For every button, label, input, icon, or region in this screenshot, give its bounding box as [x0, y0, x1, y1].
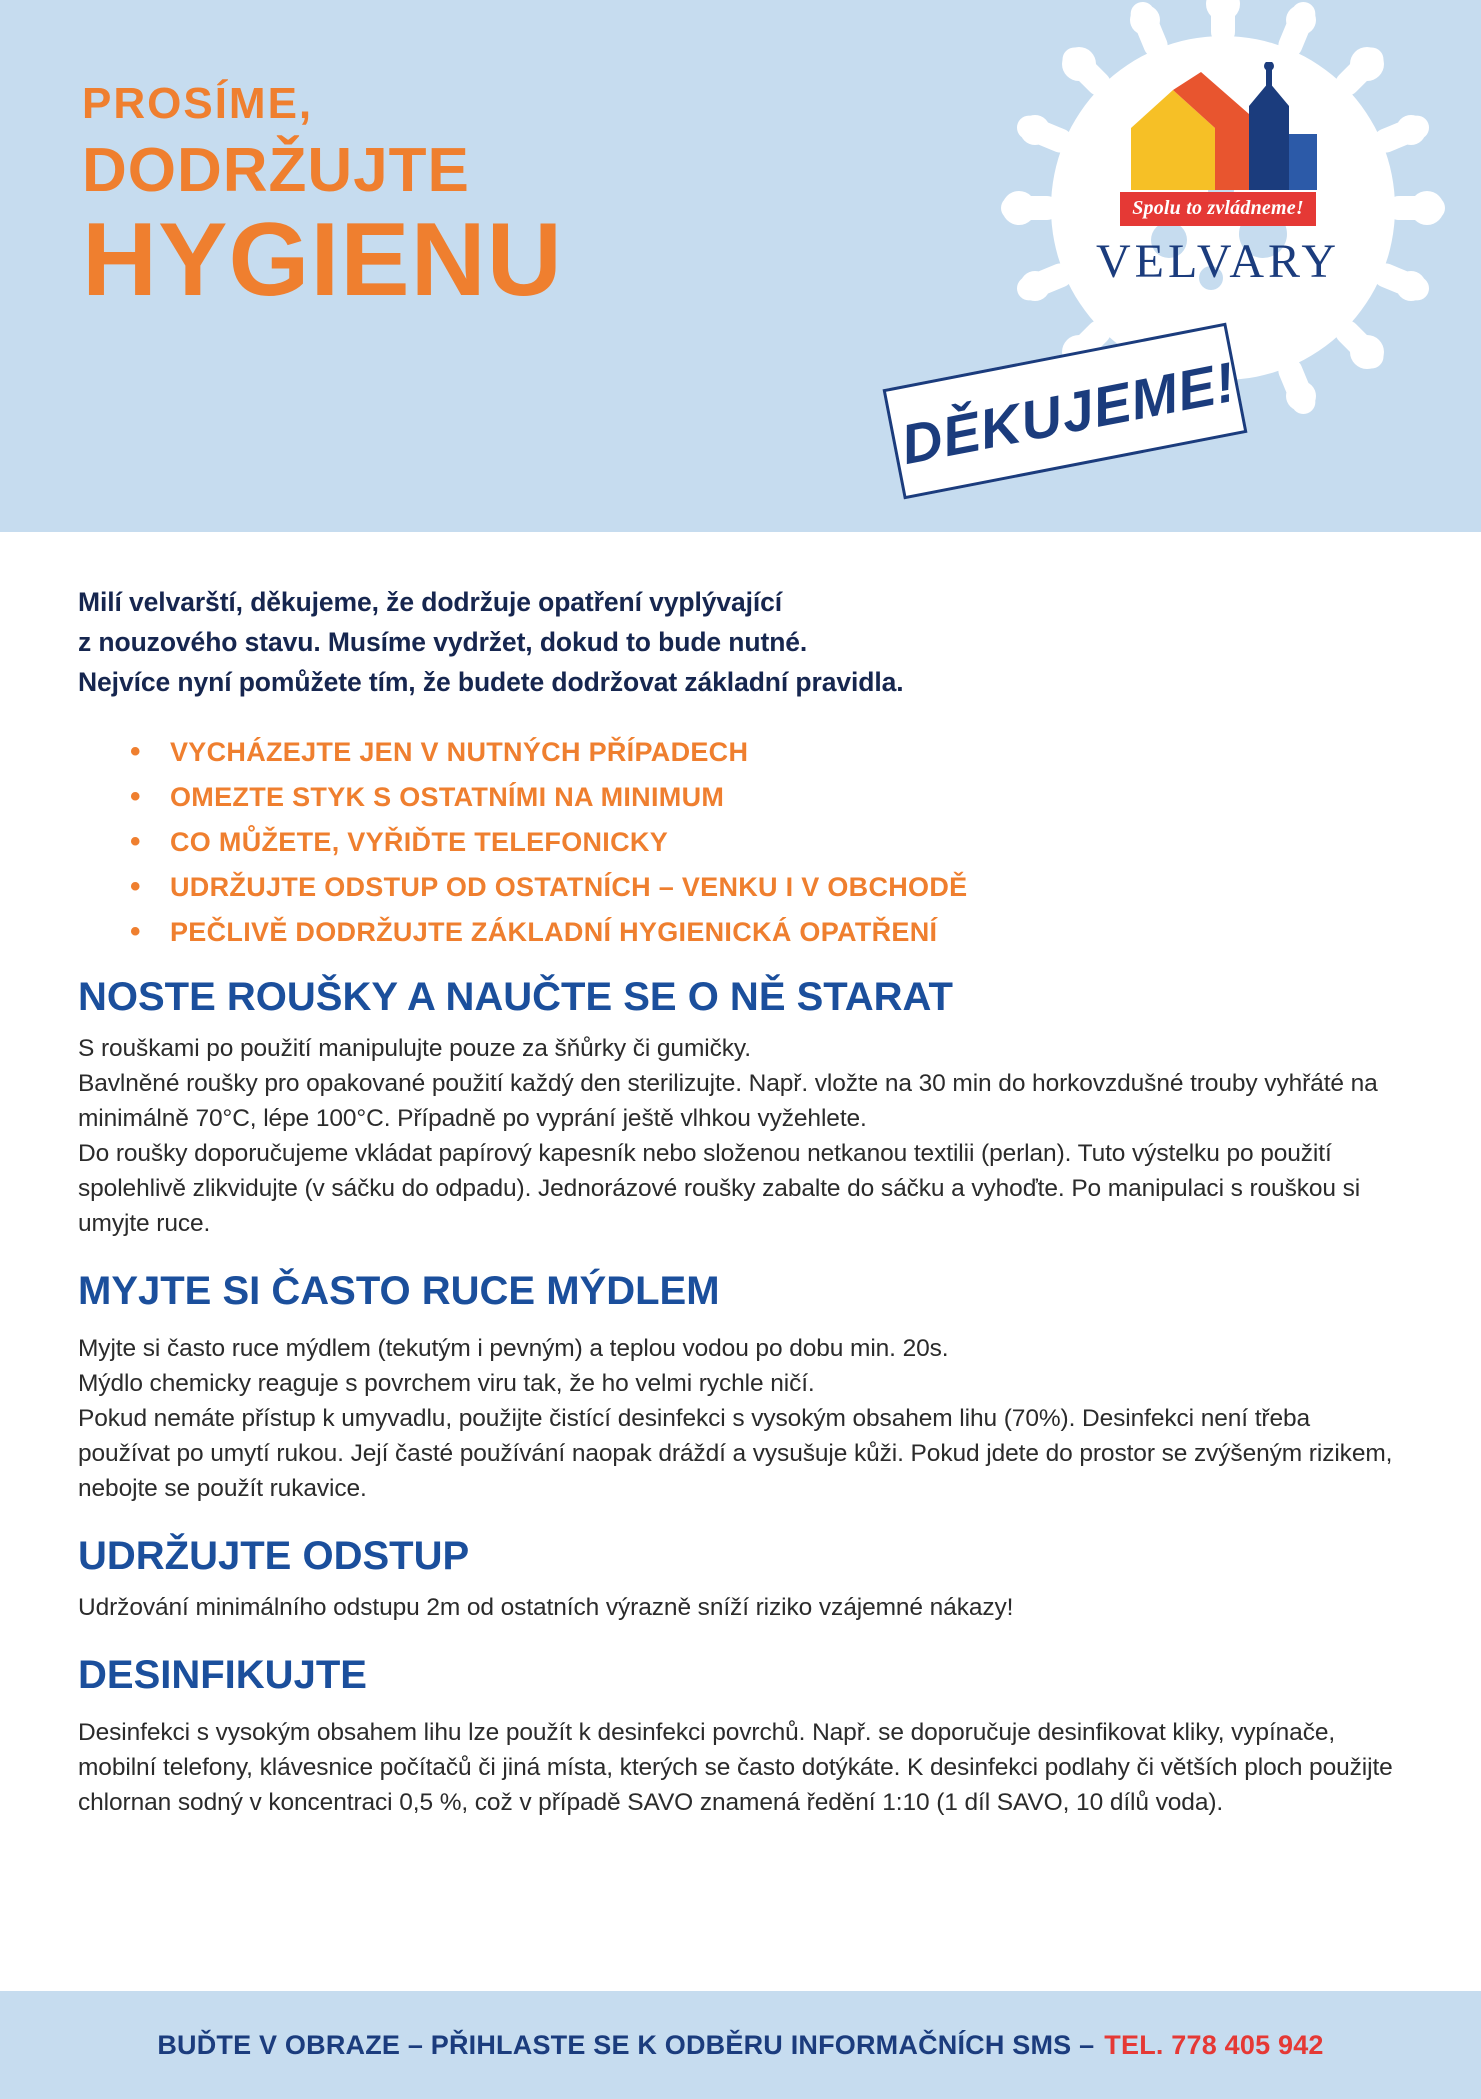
logo-slogan-badge: Spolu to zvládneme! [1120, 192, 1316, 226]
footer-sms-text: BUĎTE V OBRAZE – PŘIHLASTE SE K ODBĚRU INFORMAČNÍCH SMS – [157, 2029, 1095, 2060]
logo-city-name: VELVARY [1095, 235, 1341, 288]
section-masks-paragraph-2: Bavlněné roušky pro opakované použití každý den sterilizujte. Např. vložte na 30 min do horkovzdušné trouby vyhřáté na minimálně 70°C, lépe 100°C. Případně po vyprání ještě vlhkou vyžehlete. [78, 1070, 1378, 1132]
headline-dodrzujte: DODRŽUJTE [82, 136, 470, 205]
poster-content [0, 532, 1481, 1820]
section-handwash-paragraph-2: Mýdlo chemicky reaguje s povrchem viru tak, že ho velmi rychle ničí. [78, 1370, 815, 1397]
intro-line-3: Nejvíce nyní pomůžete tím, že budete dodržovat základní pravidla. [78, 667, 904, 697]
intro-line-2: z nouzového stavu. Musíme vydržet, dokud to bude nutné. [78, 627, 808, 657]
list-item: • OMEZTE STYK S OSTATNÍMI NA MINIMUM [130, 775, 1403, 820]
section-handwash-paragraph-1: Myjte si často ruce mýdlem (tekutým i pevným) a teplou vodou po dobu min. 20s. [78, 1335, 949, 1362]
list-item: • UDRŽUJTE ODSTUP OD OSTATNÍCH – VENKU I V OBCHODĚ [130, 865, 1403, 910]
section-handwash-paragraph-3: Pokud nemáte přístup k umyvadlu, použijte čistící desinfekci s vysokým obsahem lihu (70%). Desinfekci není třeba používat po umytí rukou. Její časté používání naopak dráždí a vysušuje kůži. Pokud jdete do prostor se zvýšeným rizikem, nebojte se použít rukavice. [78, 1405, 1393, 1502]
poster-footer [0, 1991, 1481, 2099]
headline-prosime: PROSÍME, [82, 79, 314, 128]
section-masks-paragraph-1: S rouškami po použití manipulujte pouze za šňůrky či gumičky. [78, 1035, 751, 1062]
footer-phone-number: TEL. 778 405 942 [1104, 2029, 1324, 2060]
list-item: • CO MŮŽETE, VYŘIĎTE TELEFONICKY [130, 820, 1403, 865]
intro-paragraph [78, 582, 1403, 702]
section-masks-paragraph-3: Do roušky doporučujeme vkládat papírový kapesník nebo složenou netkanou textilii (perlan). Tuto výstelku po použití spolehlivě zlikvidujte (v sáčku do odpadu). Jednorázové roušky zabalte do sáčku a vyhoďte. Po manipulaci s rouškou si umyjte ruce. [78, 1140, 1361, 1237]
poster-headline-group [82, 78, 563, 316]
list-item: • PEČLIVĚ DODRŽUJTE ZÁKLADNÍ HYGIENICKÁ OPATŘENÍ [130, 910, 1403, 955]
velvary-logo [1073, 62, 1363, 289]
section-heading-masks: NOSTE ROUŠKY A NAUČTE SE O NĚ STARAT [78, 975, 953, 1019]
section-heading-handwash: MYJTE SI ČASTO RUCE MÝDLEM [78, 1269, 720, 1313]
section-disinfect-paragraph-1: Desinfekci s vysokým obsahem lihu lze použít k desinfekci povrchů. Např. se doporučuje desinfikovat kliky, vypínače, mobilní telefony, klávesnice počítačů či jiná místa, kterých se často dotýkáte. K desinfekci podlahy či větších ploch použijte chlornan sodný v koncentraci 0,5 %, což v případě SAVO znamená ředění 1:10 (1 díl SAVO, 10 dílů voda). [78, 1719, 1393, 1816]
rules-list [78, 730, 1403, 955]
section-heading-disinfect: DESINFIKUJTE [78, 1653, 367, 1697]
section-heading-distance: UDRŽUJTE ODSTUP [78, 1534, 470, 1578]
velvary-emblem-icon [1073, 62, 1363, 192]
poster-header [0, 0, 1481, 532]
headline-hygienu: HYGIENU [82, 202, 563, 318]
section-distance-paragraph-1: Udržování minimálního odstupu 2m od ostatních výrazně sníží riziko vzájemné nákazy! [78, 1594, 1014, 1621]
intro-line-1: Milí velvarští, děkujeme, že dodržuje opatření vyplývající [78, 587, 783, 617]
dekujeme-stamp-label: DĚKUJEME! [896, 349, 1241, 477]
list-item: • VYCHÁZEJTE JEN V NUTNÝCH PŘÍPADECH [130, 730, 1403, 775]
